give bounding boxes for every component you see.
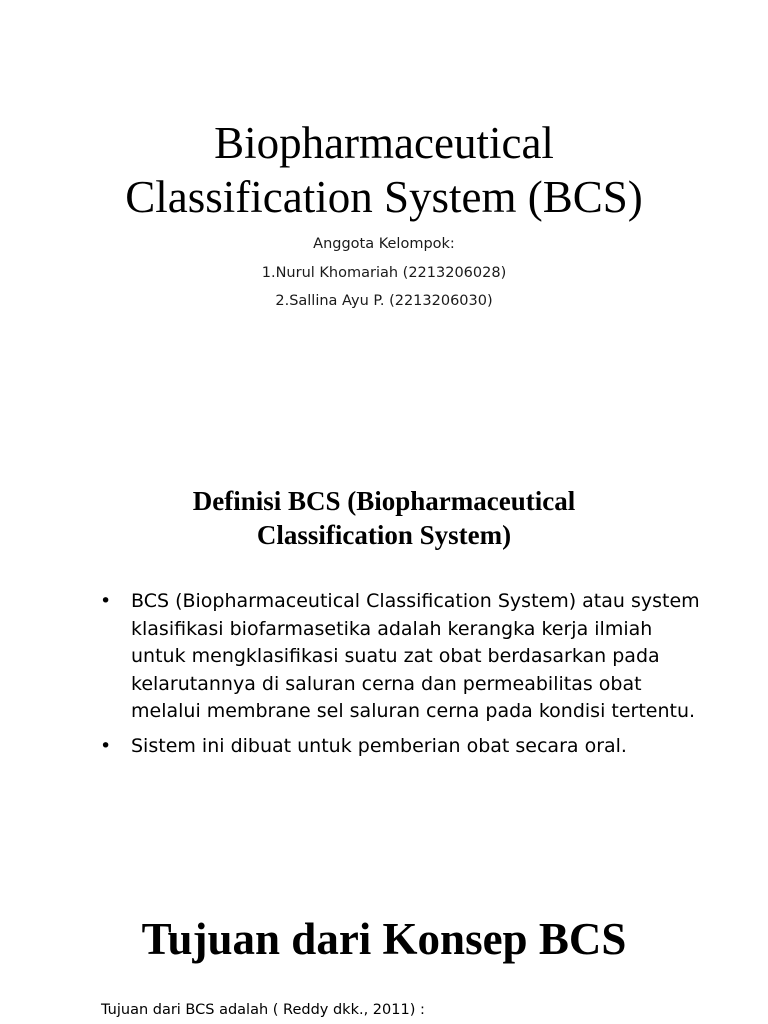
bullet-icon: • xyxy=(100,590,112,612)
slide-definition xyxy=(0,432,768,864)
presentation-title xyxy=(0,116,768,224)
bullet-text: Sistem ini dibuat untuk pemberian obat secara oral. xyxy=(131,734,627,757)
bullet-item xyxy=(100,588,700,726)
member-1: 1.Nurul Khomariah (2213206028) xyxy=(261,264,507,281)
slide-title xyxy=(0,0,768,432)
definition-title xyxy=(0,484,768,552)
title-line-2: Classification System (BCS) xyxy=(125,172,643,222)
definition-title-line-1: Definisi BCS (Biopharmaceutical xyxy=(192,486,576,516)
definition-bullet-list xyxy=(100,588,700,767)
slide-purpose xyxy=(0,864,768,1024)
title-line-1: Biopharmaceutical xyxy=(214,118,554,168)
member-list xyxy=(0,230,768,316)
bullet-icon: • xyxy=(100,734,112,757)
definition-title-line-2: Classification System) xyxy=(256,520,512,550)
member-2: 2.Sallina Ayu P. (2213206030) xyxy=(275,293,493,309)
members-label: Anggota Kelompok: xyxy=(313,236,455,252)
purpose-text: Tujuan dari BCS adalah ( Reddy dkk., 2011) : xyxy=(101,1002,425,1018)
purpose-title: Tujuan dari Konsep BCS xyxy=(141,914,627,964)
bullet-item xyxy=(100,733,700,761)
bullet-text: BCS (Biopharmaceutical Classification System) atau system klasifikasi biofarmasetika adalah kerangka kerja ilmiah untuk mengklasifikasi suatu zat obat berdasarkan pada kelarutannya di saluran cerna dan permeabilitas obat melalui membrane sel saluran cerna pada kondisi tertentu. xyxy=(131,590,700,722)
